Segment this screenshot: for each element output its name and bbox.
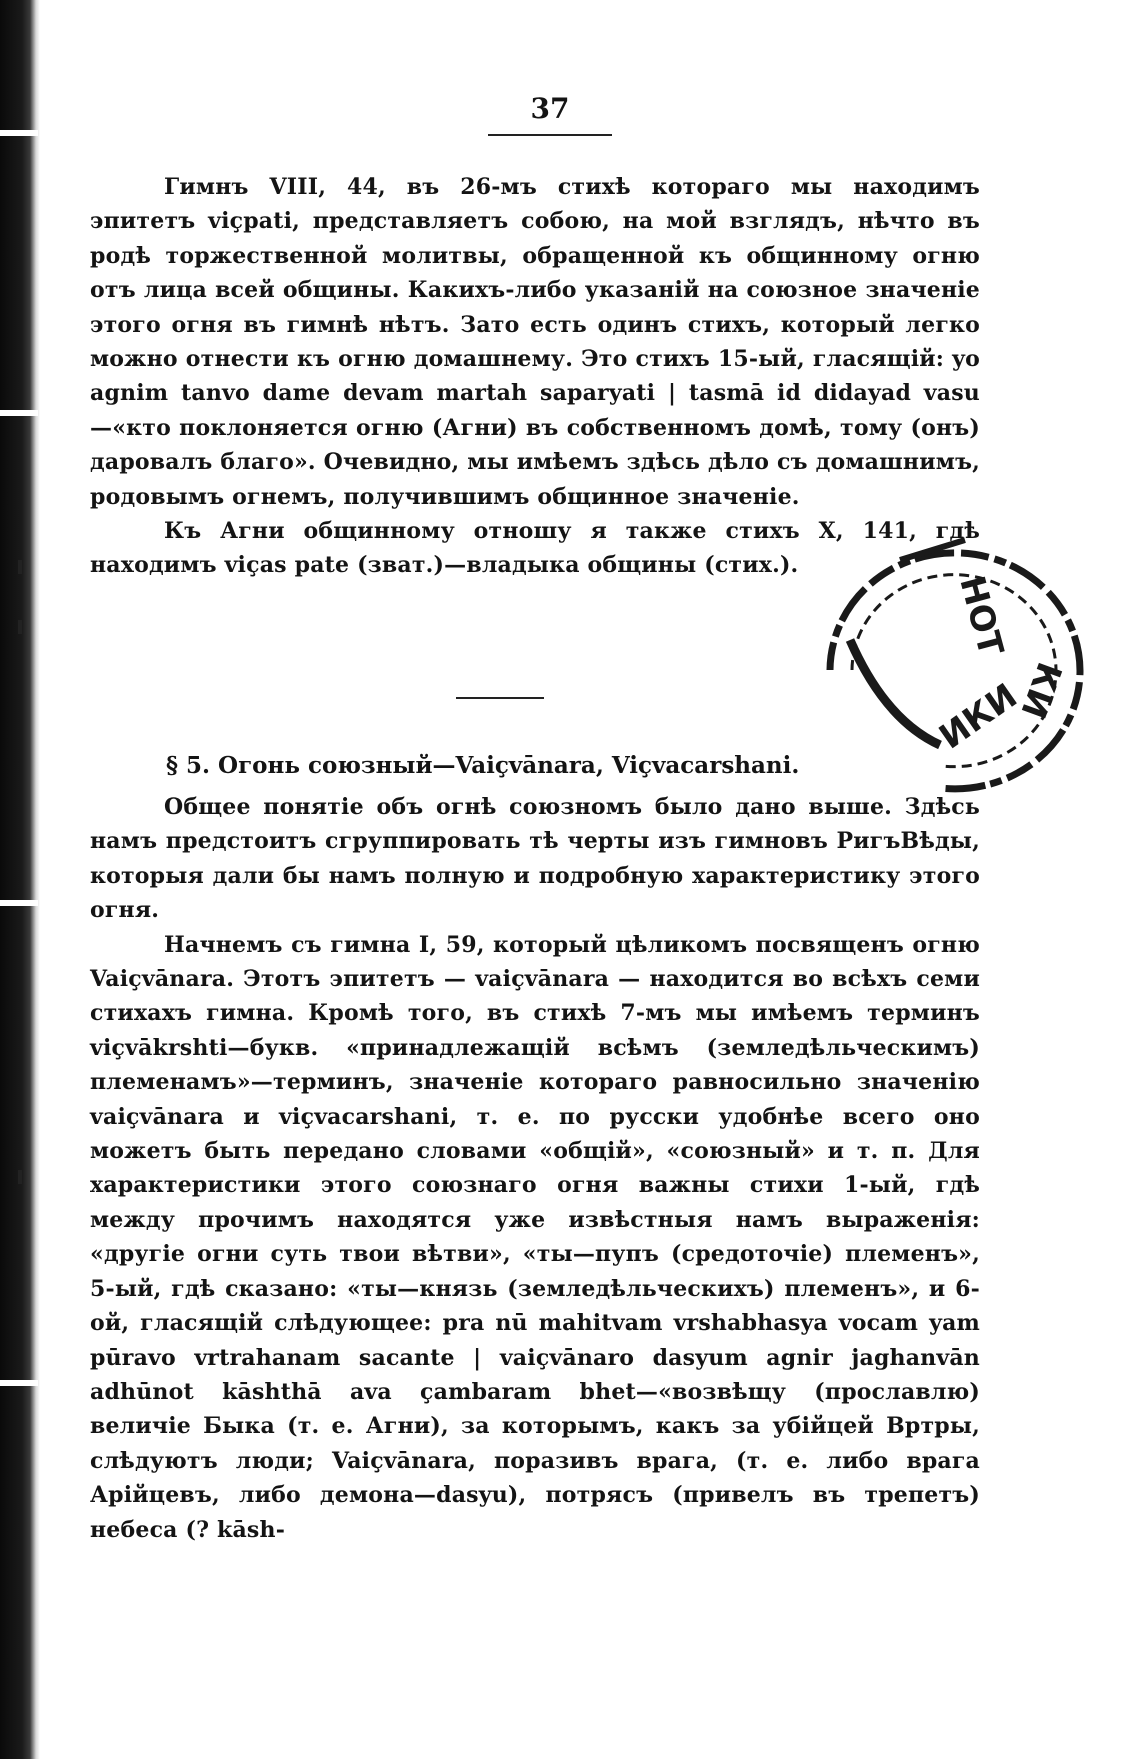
paragraph-hymn-viii-44: Гимнъ VIII, 44, въ 26-мъ стихѣ котораго мы находимъ эпитетъ viçpati, представляетъ собою, на мой взглядъ, нѣчто въ родѣ торжественной молитвы, обращенной къ общинному огню отъ лица всей общины. Какихъ-либо указаній на союзное значеніе этого огня въ гимнѣ нѣтъ. Зато есть одинъ стихъ, который легко можно отнести къ огню домашнему. Это стихъ 15-ый, гласящій: yo agnim tanvo dame devam martah saparyati | tasmā id didayad vasu—«кто поклоняется огню (Агни) въ собственномъ домѣ, тому (онъ) даровалъ благо». Очевидно, мы имѣемъ здѣсь дѣло съ домашнимъ, родовымъ огнемъ, получившимъ общинное значеніе.: [90, 174, 980, 510]
svg-text:НОТ: НОТ: [951, 571, 1011, 661]
section-heading: § 5. Огонь союзный—Vaiçvānara, Viçvacarshani.: [166, 752, 800, 779]
body-text-bottom: [90, 790, 980, 1547]
paragraph-general-concept: Общее понятіе объ огнѣ союзномъ было дано выше. Здѣсь намъ предстоитъ сгруппировать тѣ черты изъ гимновъ РигъВѣды, которыя дали бы намъ полную и подробную характеристику этого огня.: [90, 794, 980, 924]
library-stamp: [790, 520, 1110, 810]
paragraph-agni-communal: Къ Агни общинному отношу я также стихъ X, 141, гдѣ находимъ viças pate (зват.)—владыка общины (стих.).: [90, 518, 980, 579]
margin-mark: [18, 560, 22, 574]
book-spine-shadow: [0, 0, 40, 1759]
margin-mark: [18, 620, 22, 634]
section-divider: [456, 697, 544, 699]
margin-mark: [18, 1170, 22, 1184]
page-number: 37: [530, 92, 570, 125]
svg-text:ИКИ: ИКИ: [932, 676, 1025, 758]
page-number-rule: [488, 134, 612, 136]
svg-text:КИ: КИ: [1012, 656, 1070, 724]
paragraph-hymn-i-59: Начнемъ съ гимна I, 59, который цѣликомъ посвященъ огню Vaiçvānara. Этотъ эпитетъ — vaiçvānara — находится во всѣхъ семи стихахъ гимна. Кромѣ того, въ стихѣ 7-мъ мы имѣемъ терминъ viçvākrshti—букв. «принадлежащій всѣмъ (земледѣльческимъ) племенамъ»—терминъ, значеніе котораго равносильно значенію vaiçvānara и viçvacarshani, т. е. по русски удобнѣе всего оно можетъ быть передано словами «общій», «союзный» и т. п. Для характеристики этого союзнаго огня важны стихи 1-ый, гдѣ между прочимъ находятся уже извѣстныя намъ выраженія: «другіе огни суть твои вѣтви», «ты—пупъ (средоточіе) племенъ», 5-ый, гдѣ сказано: «ты—князь (земледѣльческихъ) племенъ», и 6-ой, гласящій слѣдующее: pra nū mahitvam vrshabhasya vocam yam pūravo vrtrahanam sacante | vaiçvānaro dasyum agnir jaghanvān adhūnot kāshthā ava çambaram bhet—«возвѣщу (прославлю) величіе Быка (т. е. Агни), за которымъ, какъ за убійцей Вртры, слѣдуютъ люди; Vaiçvānara, поразивъ врага, (т. е. либо врага Арійцевъ, либо демона—dasyu), потрясъ (привелъ въ трепетъ) небеса (? kāsh-: [90, 931, 980, 1543]
